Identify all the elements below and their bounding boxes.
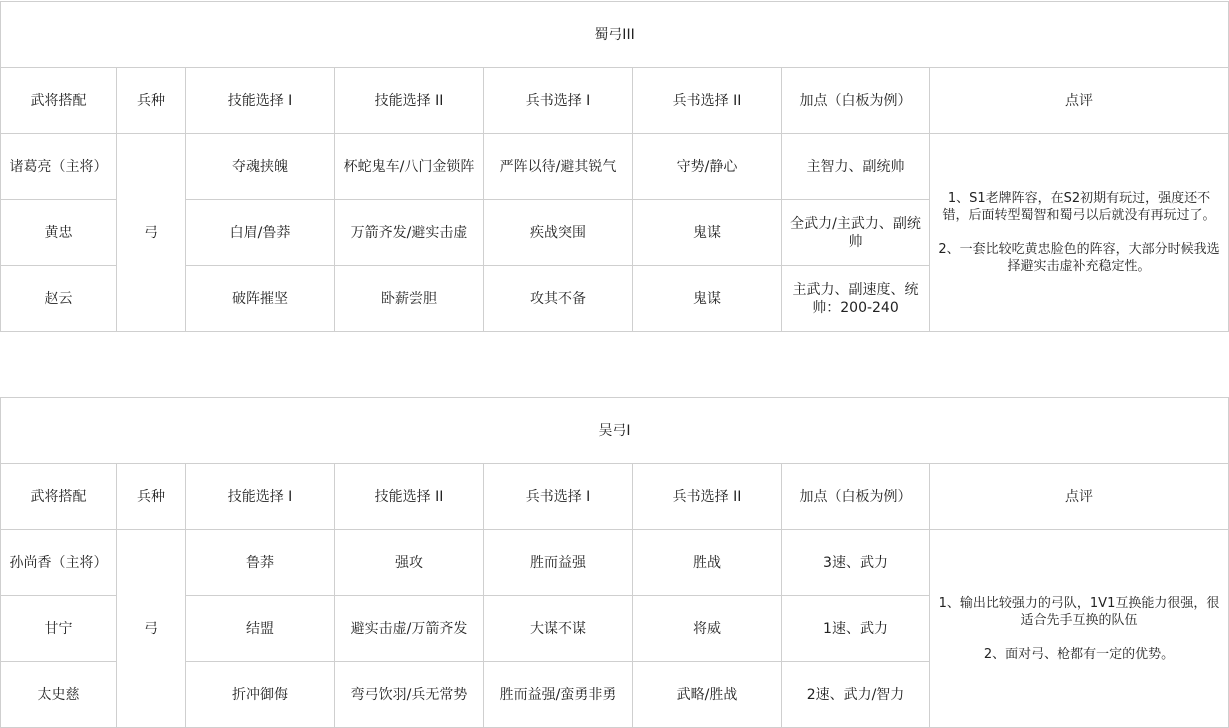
header-comment: 点评 — [930, 464, 1229, 530]
skill1-cell: 夺魂挟魄 — [186, 134, 335, 200]
header-unit: 兵种 — [117, 68, 186, 134]
unit-type-cell: 弓 — [117, 530, 186, 728]
book1-cell: 疾战突围 — [484, 200, 633, 266]
general-cell: 甘宁 — [1, 596, 117, 662]
lineup-table-wu — [0, 397, 1229, 728]
book2-cell: 将威 — [633, 596, 782, 662]
skill2-cell: 强攻 — [335, 530, 484, 596]
skill1-cell: 折冲御侮 — [186, 662, 335, 728]
general-cell: 太史慈 — [1, 662, 117, 728]
skill1-cell: 白眉/鲁莽 — [186, 200, 335, 266]
points-cell: 3速、武力 — [782, 530, 930, 596]
header-skill1: 技能选择 I — [186, 68, 335, 134]
book1-cell: 胜而益强 — [484, 530, 633, 596]
header-comment: 点评 — [930, 68, 1229, 134]
lineup-table-shu — [0, 1, 1229, 332]
points-cell: 主武力、副速度、统帅：200-240 — [782, 266, 930, 332]
book1-cell: 大谋不谋 — [484, 596, 633, 662]
comment-cell — [930, 134, 1229, 332]
header-book2: 兵书选择 II — [633, 68, 782, 134]
points-cell: 1速、武力 — [782, 596, 930, 662]
header-book2: 兵书选择 II — [633, 464, 782, 530]
book2-cell: 鬼谋 — [633, 200, 782, 266]
skill2-cell: 杯蛇鬼车/八门金锁阵 — [335, 134, 484, 200]
book1-cell: 胜而益强/蛮勇非勇 — [484, 662, 633, 728]
book2-cell: 武略/胜战 — [633, 662, 782, 728]
general-cell: 孙尚香（主将） — [1, 530, 117, 596]
table-row — [1, 134, 1229, 200]
comment-cell — [930, 530, 1229, 728]
skill1-cell: 鲁莽 — [186, 530, 335, 596]
header-points: 加点（白板为例） — [782, 464, 930, 530]
header-row — [1, 68, 1229, 134]
points-cell: 2速、武力/智力 — [782, 662, 930, 728]
skill2-cell: 卧薪尝胆 — [335, 266, 484, 332]
header-book1: 兵书选择 I — [484, 68, 633, 134]
book1-cell: 攻其不备 — [484, 266, 633, 332]
comment-line: 1、S1老牌阵容，在S2初期有玩过，强度还不错，后面转型蜀智和蜀弓以后就没有再玩过了。 — [942, 191, 1216, 223]
header-general: 武将搭配 — [1, 464, 117, 530]
header-book1: 兵书选择 I — [484, 464, 633, 530]
points-cell: 主智力、副统帅 — [782, 134, 930, 200]
header-skill1: 技能选择 I — [186, 464, 335, 530]
skill1-cell: 结盟 — [186, 596, 335, 662]
general-cell: 诸葛亮（主将） — [1, 134, 117, 200]
comment-line: 2、一套比较吃黄忠脸色的阵容，大部分时候我选择避实击虚补充稳定性。 — [938, 242, 1220, 274]
book1-cell: 严阵以待/避其锐气 — [484, 134, 633, 200]
book2-cell: 鬼谋 — [633, 266, 782, 332]
comment-line: 2、面对弓、枪都有一定的优势。 — [983, 646, 1175, 662]
unit-type-cell: 弓 — [117, 134, 186, 332]
table-title: 蜀弓III — [1, 2, 1229, 68]
header-unit: 兵种 — [117, 464, 186, 530]
table-row — [1, 530, 1229, 596]
header-general: 武将搭配 — [1, 68, 117, 134]
skill2-cell: 弯弓饮羽/兵无常势 — [335, 662, 484, 728]
comment-line: 1、输出比较强力的弓队，1V1互换能力很强，很适合先手互换的队伍 — [938, 595, 1220, 628]
skill2-cell: 避实击虚/万箭齐发 — [335, 596, 484, 662]
header-skill2: 技能选择 II — [335, 68, 484, 134]
general-cell: 赵云 — [1, 266, 117, 332]
header-points: 加点（白板为例） — [782, 68, 930, 134]
table-title: 吴弓I — [1, 398, 1229, 464]
skill2-cell: 万箭齐发/避实击虚 — [335, 200, 484, 266]
points-cell: 全武力/主武力、副统帅 — [782, 200, 930, 266]
book2-cell: 胜战 — [633, 530, 782, 596]
skill1-cell: 破阵摧坚 — [186, 266, 335, 332]
header-skill2: 技能选择 II — [335, 464, 484, 530]
book2-cell: 守势/静心 — [633, 134, 782, 200]
general-cell: 黄忠 — [1, 200, 117, 266]
header-row — [1, 464, 1229, 530]
